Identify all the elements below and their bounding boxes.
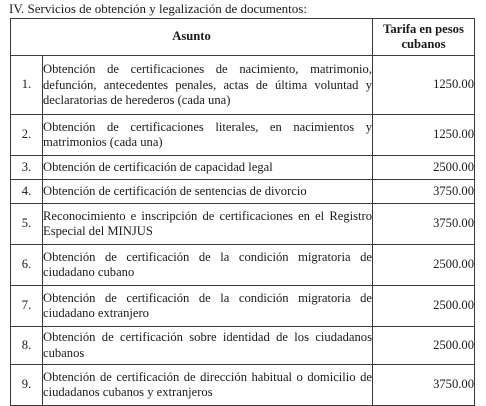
header-asunto: Asunto: [11, 19, 373, 56]
section-title: IV. Servicios de obtención y legalización de documentos:: [9, 1, 307, 16]
row-rate: 3750.00: [373, 180, 475, 204]
row-rate: 2500.00: [373, 327, 475, 365]
table-header-row: [11, 19, 475, 56]
row-subject: Obtención de certificaciones literales, en nacimientos y matrimonios (cada una): [43, 115, 373, 156]
row-rate: 3750.00: [373, 204, 475, 245]
row-rate: 2500.00: [373, 286, 475, 327]
row-subject: Obtención de certificación de capacidad legal: [43, 156, 373, 180]
row-subject: Obtención de certificaciones de nacimiento, matrimonio, defunción, antecedentes penales, actas de última voluntad y declaratorias de herederos (cada una): [43, 56, 373, 115]
header-tarifa-line2: cubanos: [401, 37, 446, 51]
row-subject: Obtención de certificación de sentencias de divorcio: [43, 180, 373, 204]
row-rate: 2500.00: [373, 245, 475, 286]
row-number: 5.: [11, 204, 43, 245]
row-rate: 2500.00: [373, 156, 475, 180]
table-row: [11, 365, 475, 406]
row-number: 8.: [11, 327, 43, 365]
row-subject: Obtención de certificación de la condición migratoria de ciudadano extranjero: [43, 286, 373, 327]
table-row: [11, 286, 475, 327]
header-tarifa: [373, 19, 475, 56]
row-number: 4.: [11, 180, 43, 204]
table-row: [11, 245, 475, 286]
table-row: [11, 56, 475, 115]
table-row: [11, 327, 475, 365]
table-row: [11, 156, 475, 180]
row-subject: Obtención de certificación de la condición migratoria de ciudadano cubano: [43, 245, 373, 286]
row-number: 2.: [11, 115, 43, 156]
row-number: 9.: [11, 365, 43, 406]
row-subject: Reconocimiento e inscripción de certificaciones en el Registro Especial del MINJUS: [43, 204, 373, 245]
row-subject: Obtención de certificación de dirección habitual o domicilio de ciudadanos cubanos y extranjeros: [43, 365, 373, 406]
row-number: 1.: [11, 56, 43, 115]
row-number: 7.: [11, 286, 43, 327]
row-rate: 1250.00: [373, 115, 475, 156]
row-number: 6.: [11, 245, 43, 286]
header-tarifa-line1: Tarifa en pesos: [383, 22, 464, 36]
table-row: [11, 204, 475, 245]
table-row: [11, 180, 475, 204]
row-rate: 3750.00: [373, 365, 475, 406]
row-subject: Obtención de certificación sobre identidad de los ciudadanos cubanos: [43, 327, 373, 365]
fees-table: [10, 18, 475, 406]
row-number: 3.: [11, 156, 43, 180]
row-rate: 1250.00: [373, 56, 475, 115]
table-row: [11, 115, 475, 156]
